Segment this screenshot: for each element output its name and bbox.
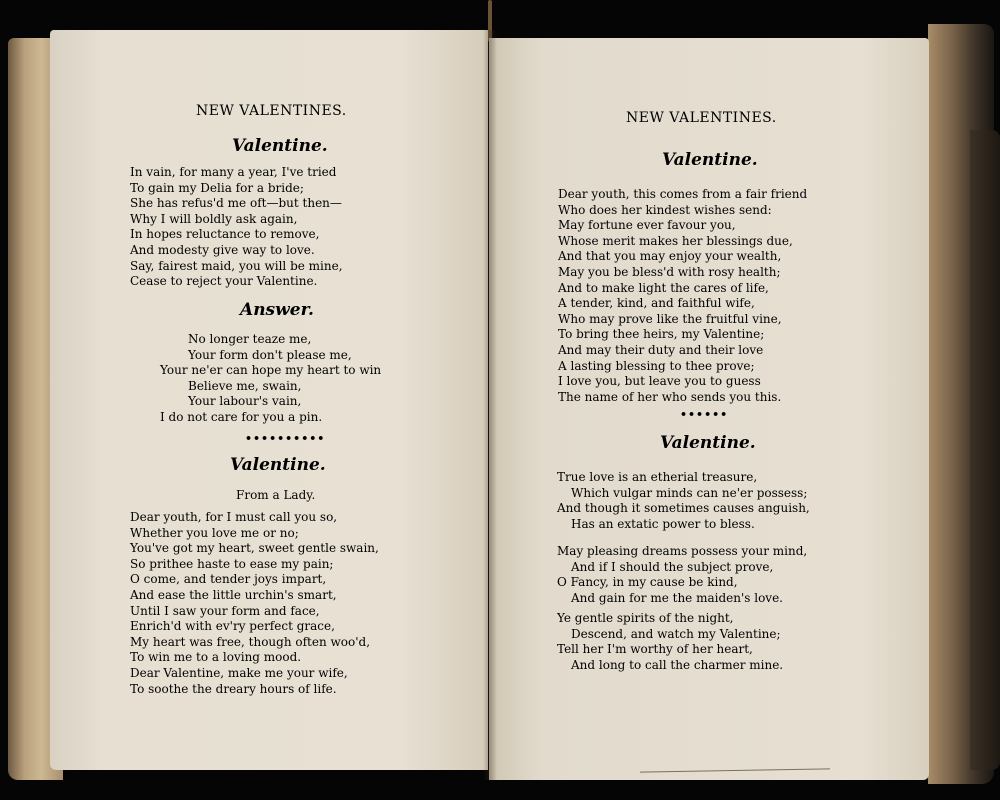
verse-line: Enrich'd with ev'ry perfect grace, [130, 619, 335, 634]
right-valentine-1-title: Valentine. [662, 150, 758, 170]
verse-line: And that you may enjoy your wealth, [558, 249, 782, 264]
book-gutter [483, 30, 497, 780]
verse-line: Who does her kindest wishes send: [558, 202, 772, 217]
verse-line: To soothe the dreary hours of life. [130, 681, 337, 696]
verse-line: She has refus'd me oft—but then— [130, 196, 342, 211]
verse-line: A lasting blessing to thee prove; [558, 358, 755, 373]
verse-line: Your labour's vain, [188, 394, 302, 409]
right-valentine-2-stanza-3 [557, 611, 783, 673]
verse-line: A tender, kind, and faithful wife, [558, 296, 755, 311]
left-valentine-2-title: Valentine. [230, 455, 326, 475]
verse-line: I do not care for you a pin. [160, 409, 323, 424]
right-valentine-2-title: Valentine. [660, 433, 756, 453]
verse-line: And ease the little urchin's smart, [130, 587, 337, 602]
verse-line: Cease to reject your Valentine. [130, 274, 318, 289]
verse-line: Dear Valentine, make me your wife, [130, 665, 348, 680]
verse-line: And if I should the subject prove, [571, 559, 774, 574]
right-valentine-2-stanza-1 [557, 470, 810, 532]
right-running-head: NEW VALENTINES. [626, 110, 777, 126]
book-cover-edge [970, 130, 1000, 770]
verse-line: To win me to a loving mood. [130, 650, 302, 665]
verse-line: Whether you love me or no; [130, 525, 299, 540]
verse-line: To gain my Delia for a bride; [130, 180, 304, 195]
right-ornament-rule: •••••• [680, 408, 729, 421]
answer-title: Answer. [240, 300, 314, 320]
verse-line: You've got my heart, sweet gentle swain, [130, 541, 379, 556]
verse-line: And modesty give way to love. [130, 242, 315, 257]
verse-line: May you be bless'd with rosy health; [558, 264, 781, 279]
verse-line: Dear youth, this comes from a fair friend [558, 187, 808, 201]
right-valentine-1-verse [558, 187, 807, 405]
verse-line: May pleasing dreams possess your mind, [557, 544, 808, 558]
verse-line: Say, fairest maid, you will be mine, [130, 258, 343, 273]
verse-line: Whose merit makes her blessings due, [558, 233, 793, 248]
verse-line: No longer teaze me, [188, 332, 312, 346]
verse-line: Until I saw your form and face, [130, 603, 320, 618]
verse-line: May fortune ever favour you, [558, 218, 736, 233]
verse-line: O Fancy, in my cause be kind, [557, 575, 738, 590]
left-valentine-2-verse [130, 510, 379, 697]
verse-line: Tell her I'm worthy of her heart, [557, 642, 753, 657]
verse-line: To bring thee heirs, my Valentine; [558, 327, 765, 342]
verse-line: And gain for me the maiden's love. [571, 590, 783, 605]
verse-line: And though it sometimes causes anguish, [557, 501, 810, 516]
verse-line: Dear youth, for I must call you so, [130, 510, 338, 524]
verse-line: True love is an etherial treasure, [557, 470, 758, 484]
left-running-head: NEW VALENTINES. [196, 103, 347, 119]
verse-line: Who may prove like the fruitful vine, [558, 311, 782, 326]
left-valentine-2-subtitle: From a Lady. [236, 488, 316, 502]
verse-line: Why I will boldly ask again, [130, 211, 298, 226]
verse-line: The name of her who sends you this. [558, 389, 782, 404]
verse-line: Ye gentle spirits of the night, [557, 611, 734, 625]
verse-line: Your form don't please me, [188, 347, 352, 362]
verse-line: Has an extatic power to bless. [571, 516, 755, 531]
verse-line: My heart was free, though often woo'd, [130, 634, 371, 649]
verse-line: Which vulgar minds can ne'er possess; [571, 485, 808, 500]
left-valentine-1-verse [130, 165, 343, 290]
left-valentine-1-title: Valentine. [232, 136, 328, 156]
verse-line: I love you, but leave you to guess [558, 374, 761, 389]
verse-line: Your ne'er can hope my heart to win [160, 363, 382, 378]
verse-line: And may their duty and their love [558, 342, 764, 357]
verse-line: So prithee haste to ease my pain; [130, 556, 334, 571]
verse-line: And to make light the cares of life, [558, 280, 769, 295]
verse-line: Believe me, swain, [188, 378, 302, 393]
verse-line: O come, and tender joys impart, [130, 572, 327, 587]
verse-line: In vain, for many a year, I've tried [130, 165, 337, 179]
answer-verse [160, 332, 381, 426]
right-valentine-2-stanza-2 [557, 544, 807, 606]
left-ornament-rule: •••••••••• [245, 432, 326, 445]
verse-line: In hopes reluctance to remove, [130, 227, 320, 242]
verse-line: And long to call the charmer mine. [571, 657, 784, 672]
verse-line: Descend, and watch my Valentine; [571, 626, 781, 641]
